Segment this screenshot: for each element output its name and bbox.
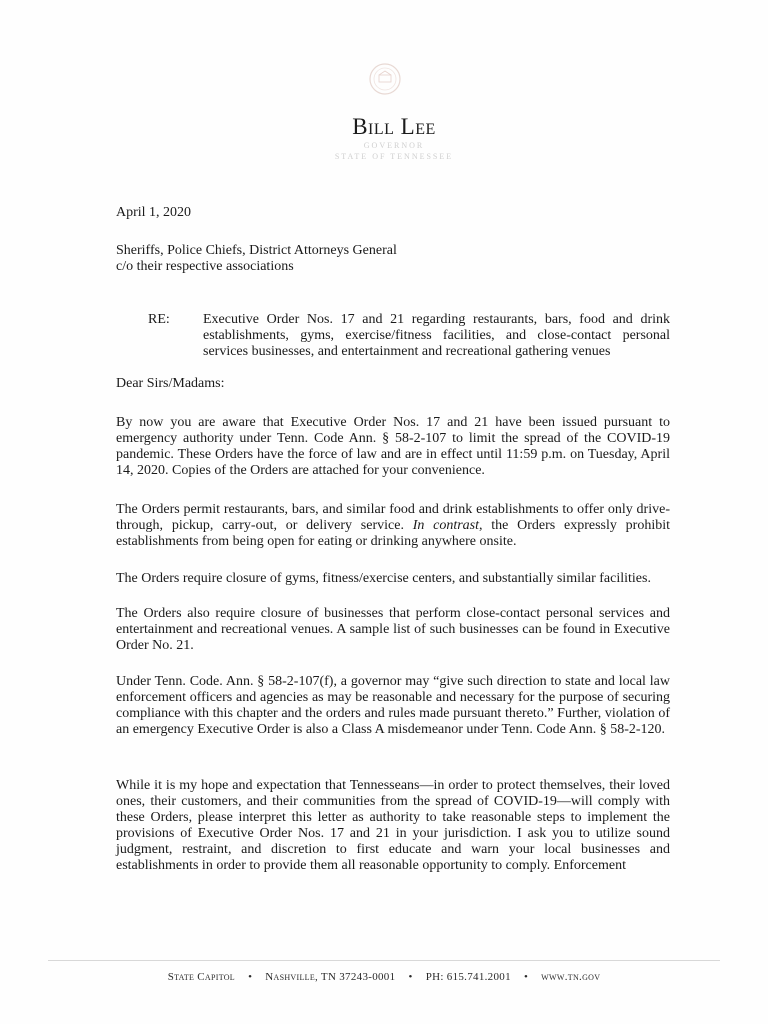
governor-name: Bill Lee [352, 114, 436, 139]
paragraph-2-start: The Orders permit restaurants, bars, and similar food and drink establishments to offer only drive-through, pickup, carry-out, or delivery service. [116, 502, 670, 533]
paragraph-4: The Orders also require closure of businesses that perform close-contact personal services and entertainment and recreational venues. A sample list of such businesses can be found in Executive Order No. 21. [116, 606, 670, 653]
paragraph-3: The Orders require closure of gyms, fitness/exercise centers, and substantially similar facilities. [116, 571, 651, 586]
footer-separator: • [523, 971, 529, 983]
footer-separator: • [248, 971, 253, 983]
paragraph-5: Under Tenn. Code. Ann. § 58-2-107(f), a governor may “give such direction to state and local law enforcement officers and agencies as may be reasonable and necessary for the purpose of securing compliance with this chapter and the orders and rules made pursuant thereto.” Further, violation of an emergency Executive Order is also a Class A misdemeanor under Tenn. Code Ann. § 58-2-120. [116, 674, 670, 737]
state-seal-icon [368, 62, 402, 96]
salutation: Dear Sirs/Madams: [116, 376, 225, 391]
governor-title: GOVERNOR [363, 141, 425, 150]
paragraph-1: By now you are aware that Executive Order Nos. 17 and 21 have been issued pursuant to emergency authority under Tenn. Code Ann. § 58-2-107 to limit the spread of the COVID-19 pandemic. These Orders have the force of law and are in effect until 11:59 p.m. on Tuesday, April 14, 2020. Copies of the Orders are attached for your convenience. [116, 415, 670, 478]
re-subject: Executive Order Nos. 17 and 21 regarding restaurants, bars, food and drink establishments, gyms, exercise/fitness facilities, and close-contact personal services businesses, and entertainment and recreational gathering venues [203, 312, 670, 359]
paragraph-2 [116, 502, 670, 550]
letter-date: April 1, 2020 [116, 205, 192, 220]
footer-address-2: Nashville, TN 37243-0001 [265, 971, 396, 983]
letterhead [0, 114, 768, 162]
footer-separator: • [408, 971, 413, 983]
footer-address-1: State Capitol [167, 971, 235, 983]
governor-state: STATE OF TENNESSEE [334, 152, 454, 161]
footer-website: www.tn.gov [541, 971, 601, 983]
paragraph-2-emphasis: In contrast [412, 518, 480, 533]
paragraph-2-end: , the Orders expressly prohibit establishments from being open for eating or drinking anywhere onsite. [116, 518, 670, 549]
footer-address [0, 971, 768, 983]
recipient-line-1: Sheriffs, Police Chiefs, District Attorneys General [116, 243, 397, 258]
recipient-line-2: c/o their respective associations [116, 259, 294, 274]
footer-divider [48, 960, 720, 961]
footer-phone: PH: 615.741.2001 [425, 971, 511, 983]
paragraph-6: While it is my hope and expectation that Tennesseans—in order to protect themselves, their loved ones, their customers, and their communities from the spread of COVID-19—will comply with these Orders, please interpret this letter as authority to take reasonable steps to implement the provisions of Executive Order Nos. 17 and 21 in your jurisdiction. I ask you to utilize sound judgment, restraint, and discretion to first educate and warn your local businesses and establishments in order to provide them all reasonable opportunity to comply. Enforcement [116, 778, 670, 873]
re-label: RE: [148, 312, 170, 327]
